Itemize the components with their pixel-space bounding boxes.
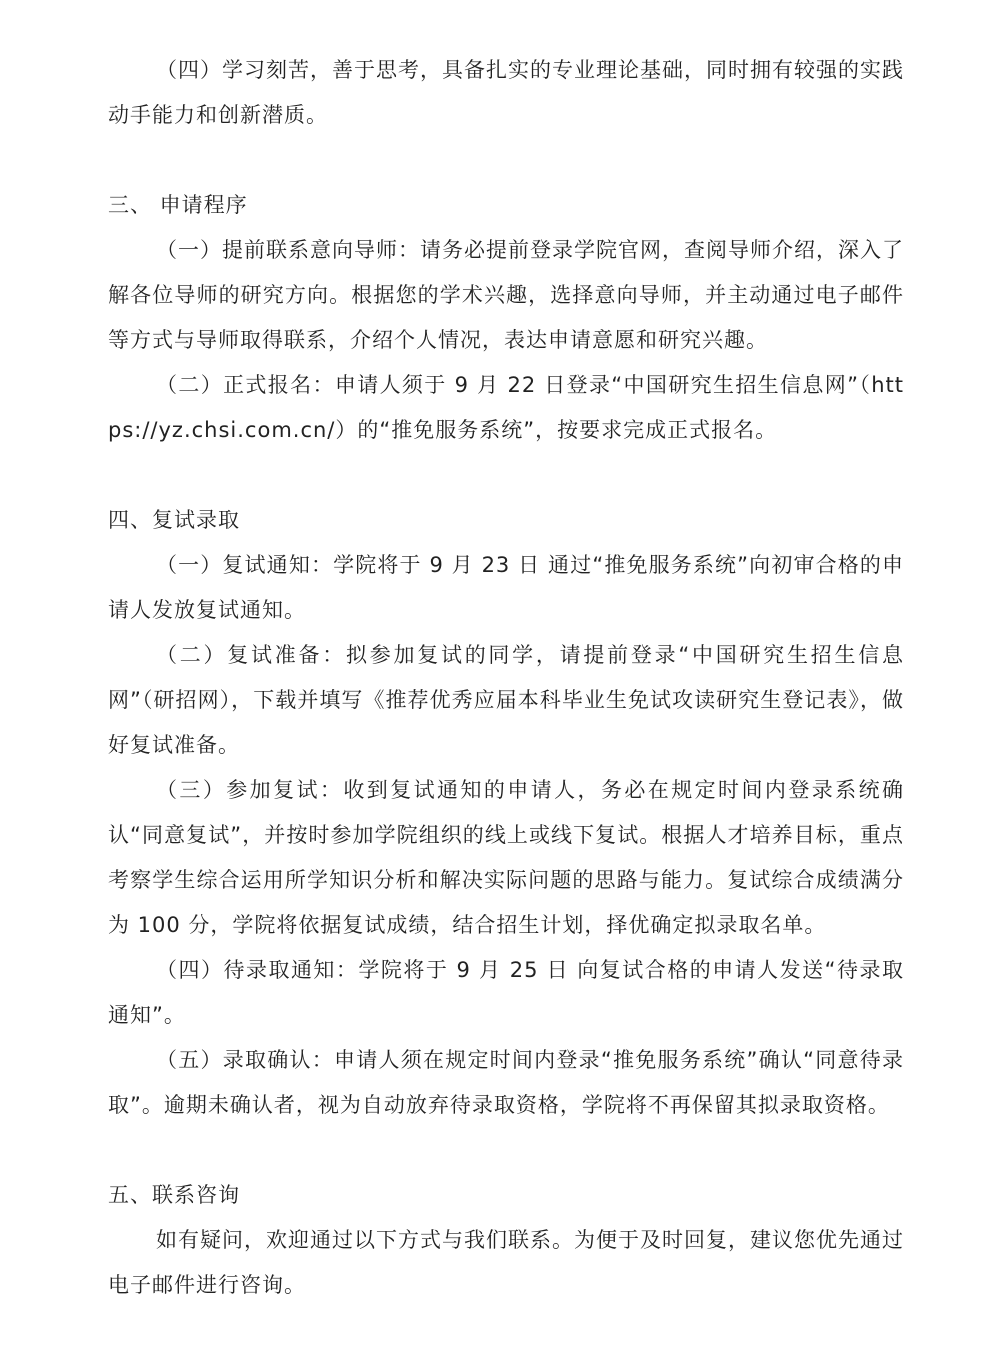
contact-paragraph: 如有疑问，欢迎通过以下方式与我们联系。为便于及时回复，建议您优先通过电子邮件进行咨询。 (108, 1228, 904, 1297)
procedure-item-1: （一）提前联系意向导师：请务必提前登录学院官网，查阅导师介绍，深入了解各位导师的研究方向。根据您的学术兴趣，选择意向导师，并主动通过电子邮件等方式与导师取得联系，介绍个人情况，表达申请意愿和研究兴趣。 (108, 238, 904, 352)
admission-item-1: （一）复试通知：学院将于 9 月 23 日 通过“推免服务系统”向初审合格的申请人发放复试通知。 (108, 553, 904, 622)
requirement-item-4: （四）学习刻苦，善于思考，具备扎实的专业理论基础，同时拥有较强的实践动手能力和创新潜质。 (108, 58, 904, 127)
section-heading-application-procedure: 三、 申请程序 (108, 193, 248, 217)
procedure-item-2: （二）正式报名：申请人须于 9 月 22 日登录“中国研究生招生信息网”（https://yz.chsi.com.cn/）的“推免服务系统”，按要求完成正式报名。 (108, 373, 904, 442)
admission-item-2: （二）复试准备：拟参加复试的同学，请提前登录“中国研究生招生信息网”（研招网），下载并填写《推荐优秀应届本科毕业生免试攻读研究生登记表》，做好复试准备。 (108, 643, 904, 757)
admission-item-5: （五）录取确认：申请人须在规定时间内登录“推免服务系统”确认“同意待录取”。逾期未确认者，视为自动放弃待录取资格，学院将不再保留其拟录取资格。 (108, 1048, 904, 1117)
admission-item-4: （四）待录取通知：学院将于 9 月 25 日 向复试合格的申请人发送“待录取通知”。 (108, 958, 904, 1027)
section-heading-interview-admission: 四、复试录取 (108, 508, 240, 532)
admission-item-3: （三）参加复试：收到复试通知的申请人，务必在规定时间内登录系统确认“同意复试”，并按时参加学院组织的线上或线下复试。根据人才培养目标，重点考察学生综合运用所学知识分析和解决实际问题的思路与能力。复试综合成绩满分为 100 分，学院将依据复试成绩，结合招生计划，择优确定拟录取名单。 (108, 778, 904, 937)
document-body (108, 48, 904, 1308)
section-heading-contact: 五、联系咨询 (108, 1183, 240, 1207)
